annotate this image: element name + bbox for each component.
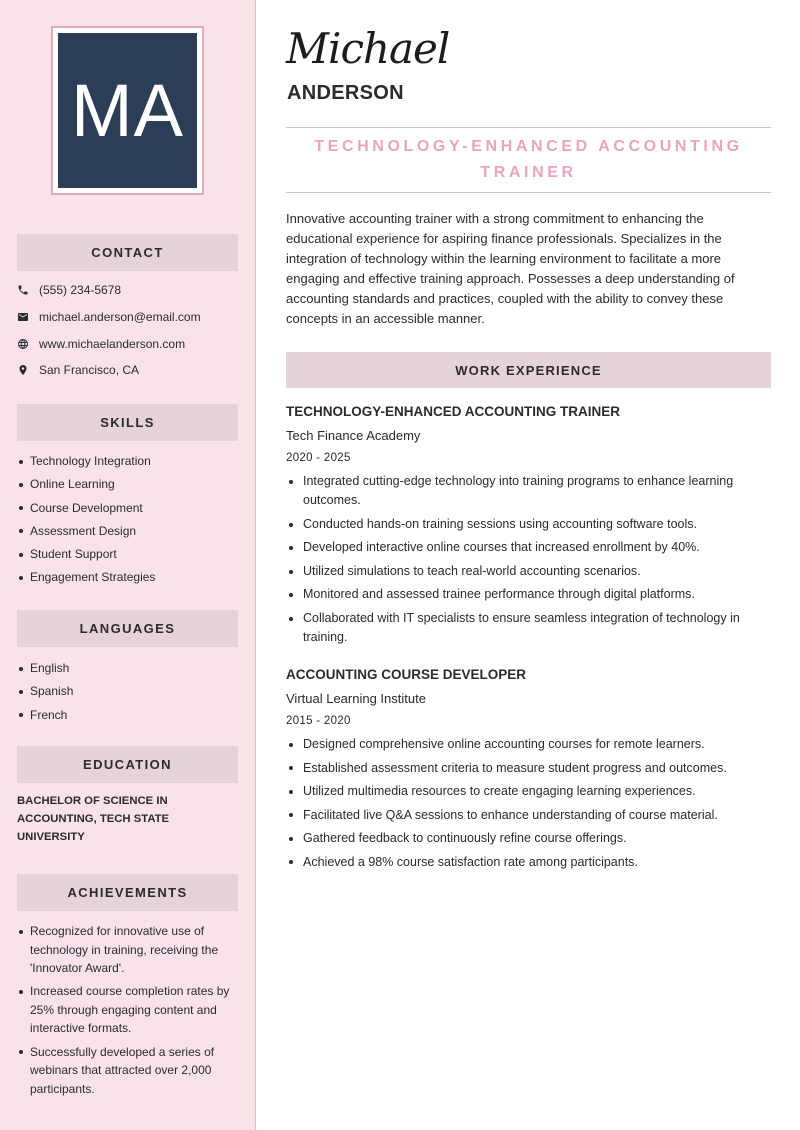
list-item: Engagement Strategies	[17, 568, 242, 587]
list-item: Integrated cutting-edge technology into training programs to enhance learning outcomes.	[286, 472, 766, 510]
contact-website[interactable]	[17, 330, 242, 357]
sidebar	[0, 0, 256, 1130]
monogram: MA	[58, 33, 197, 188]
list-item: Gathered feedback to continuously refine course offerings.	[286, 829, 766, 848]
list-item: Course Development	[17, 499, 242, 518]
contact-location	[17, 357, 242, 384]
list-item: Collaborated with IT specialists to ensure seamless integration of technology in training.	[286, 609, 766, 647]
list-item: Monitored and assessed trainee performance through digital platforms.	[286, 585, 766, 604]
work-experience-heading: WORK EXPERIENCE	[286, 352, 771, 388]
list-item: Successfully developed a series of webinars that attracted over 2,000 participants.	[17, 1043, 242, 1099]
list-item: English	[17, 659, 242, 678]
list-item: Student Support	[17, 545, 242, 564]
job-bullets	[286, 735, 766, 872]
contact-list	[17, 277, 242, 384]
job-role: TECHNOLOGY-ENHANCED ACCOUNTING TRAINER	[286, 404, 620, 419]
achievements-heading: ACHIEVEMENTS	[17, 874, 238, 911]
summary: Innovative accounting trainer with a strong commitment to enhancing the educational experience for aspiring finance professionals. Specializes in the integration of technology within the learning environment to facilitate a more engaging and effective training approach. Possesses a deep understanding of accounting standards and practices, coupled with the ability to convey these concepts in an accessible manner.	[286, 211, 735, 326]
languages-list	[17, 659, 242, 729]
location-text: San Francisco, CA	[39, 363, 140, 378]
list-item: Increased course completion rates by 25% through engaging content and interactive formats.	[17, 982, 242, 1038]
education-heading: EDUCATION	[17, 746, 238, 783]
job-title: TECHNOLOGY-ENHANCED ACCOUNTING TRAINER	[314, 138, 743, 181]
mail-icon	[17, 311, 39, 323]
list-item: Conducted hands-on training sessions using accounting software tools.	[286, 515, 766, 534]
list-item: Technology Integration	[17, 452, 242, 471]
phone-icon	[17, 284, 39, 296]
list-item: Achieved a 98% course satisfaction rate among participants.	[286, 853, 766, 872]
job-role: ACCOUNTING COURSE DEVELOPER	[286, 667, 527, 682]
list-item: Assessment Design	[17, 522, 242, 541]
job-company: Tech Finance Academy	[286, 428, 421, 443]
list-item: Spanish	[17, 682, 242, 701]
monogram-frame	[51, 26, 204, 195]
phone-text: (555) 234-5678	[39, 283, 122, 298]
list-item: Utilized multimedia resources to create engaging learning experiences.	[286, 782, 766, 801]
website-text: www.michaelanderson.com	[39, 336, 186, 351]
job-entry	[286, 402, 766, 651]
contact-heading: CONTACT	[17, 234, 238, 271]
first-name: Michael	[286, 24, 450, 73]
job-company: Virtual Learning Institute	[286, 691, 426, 706]
last-name: ANDERSON	[287, 82, 404, 104]
contact-email[interactable]	[17, 304, 242, 331]
list-item: Designed comprehensive online accounting courses for remote learners.	[286, 735, 766, 754]
list-item: French	[17, 706, 242, 725]
list-item: Online Learning	[17, 475, 242, 494]
list-item: Utilized simulations to teach real-world accounting scenarios.	[286, 562, 766, 581]
list-item: Established assessment criteria to measure student progress and outcomes.	[286, 759, 766, 778]
location-pin-icon	[17, 364, 39, 376]
email-text: michael.anderson@email.com	[39, 310, 201, 325]
contact-phone[interactable]	[17, 277, 242, 304]
achievements-list	[17, 922, 242, 1103]
education-degree: BACHELOR OF SCIENCE IN ACCOUNTING, TECH STATE UNIVERSITY	[17, 795, 170, 844]
skills-heading: SKILLS	[17, 404, 238, 441]
globe-icon	[17, 338, 39, 350]
job-dates: 2015 - 2020	[286, 715, 351, 727]
job-entry	[286, 665, 766, 876]
job-bullets	[286, 472, 766, 647]
divider-bottom	[286, 192, 771, 193]
list-item: Developed interactive online courses that increased enrollment by 40%.	[286, 538, 766, 557]
divider-top	[286, 127, 771, 128]
job-dates: 2020 - 2025	[286, 452, 351, 464]
list-item: Facilitated live Q&A sessions to enhance understanding of course material.	[286, 806, 766, 825]
skills-list	[17, 452, 242, 592]
languages-heading: LANGUAGES	[17, 610, 238, 647]
list-item: Recognized for innovative use of technology in training, receiving the 'Innovator Award'.	[17, 922, 242, 978]
